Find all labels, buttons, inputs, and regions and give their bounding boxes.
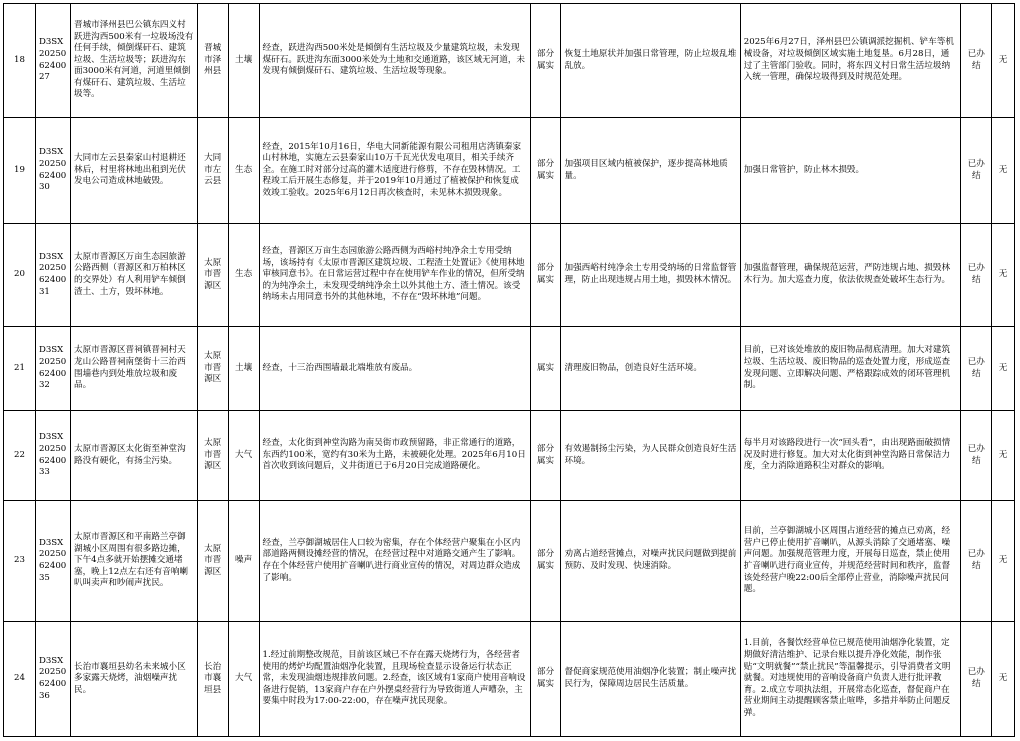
accountability: 无 xyxy=(992,4,1015,118)
district: 太原市晋源区 xyxy=(197,411,228,501)
accountability: 无 xyxy=(992,327,1015,411)
district: 太原市晋源区 xyxy=(197,224,228,327)
investigation-findings: 经查，2015年10月16日，华电大同新能源有限公司租用店湾镇秦家山村林地，实施左云县秦家山10万千瓦光伏发电项目，相关手续齐全。在施工时对部分过高的灌木适度进行修剪，不存在毁林情况。工程竣工后开展生态修复，并于2019年10月通过了植被保护和恢复成效竣工验收。2025年6月12日再次核查时，未见林木损毁现象。 xyxy=(259,118,530,224)
table-row xyxy=(4,224,1015,327)
case-status: 已办结 xyxy=(961,501,992,622)
district: 长治市襄垣县 xyxy=(197,622,228,737)
complaint-text: 长治市襄垣县幼名未来城小区多家露天烧烤，油烟噪声扰民。 xyxy=(70,622,197,737)
complaint-text: 大同市左云县秦家山村退耕还林后，村里将林地出租到光伏发电公司造成林地破毁。 xyxy=(70,118,197,224)
complaint-text: 太原市晋源区万亩生态园旅游公路西侧（晋源区和万柏林区的交界处）有人利用铲车倾倒渣土、土方，毁坏林地。 xyxy=(70,224,197,327)
pollution-type: 大气 xyxy=(228,411,259,501)
rectification-status-text: 2025年6月27日，泽州县巴公镇调派挖掘机、铲车等机械设备，对垃圾倾倒区域实施土地复垦。6月28日，通过了主管部门验收。同时，将东四义村日常生活垃圾纳入统一管理，确保垃圾得到及时规范处理。 xyxy=(740,4,961,118)
rectification-requirement: 清理废旧物品，创造良好生活环境。 xyxy=(561,327,740,411)
row-number: 24 xyxy=(4,622,36,737)
case-status: 已办结 xyxy=(961,118,992,224)
complaint-text: 太原市晋源区晋祠镇晋祠村天龙山公路晋祠南堡街十三治西围墙巷内到处堆放垃圾和废品。 xyxy=(70,327,197,411)
investigation-findings: 经查，太化街到神堂沟路为南吴街市政预留路，非正常通行的道路，东西约100米，宽约有30米为土路，未被硬化处理。2025年6月10日首次收到该问题后，义井街道已于6月20日完成道路硬化。 xyxy=(259,411,530,501)
rectification-status-text: 1.目前，各餐饮经营单位已规范使用油烟净化装置，定期做好清洁维护、记录台账以提升净化效能，制作张贴“文明就餐”“禁止扰民”等温馨提示，引导消费者文明就餐。对违规使用的音响设备商户负责人进行批评教育。2.成立专项执法组，开展常态化巡查，督促商户在营业期间主动提醒顾客禁止喧哗，多措并举防止问题反弹。 xyxy=(740,622,961,737)
case-status: 已办结 xyxy=(961,622,992,737)
row-number: 23 xyxy=(4,501,36,622)
case-status: 已办结 xyxy=(961,411,992,501)
investigation-findings: 1.经过前期整改规范，目前该区域已不存在露天烧烤行为，各经营者使用的烤炉均配置油烟净化装置，且现场检查显示设备运行状态正常，未发现油烟违规排放问题。2.经查，该区域有1家商户使用音响设备进行促销，13家商户存在户外摆桌经营行为导致街道人声嘈杂，主要集中时段为17:00-22:00，存在噪声扰民现象。 xyxy=(259,622,530,737)
row-number: 21 xyxy=(4,327,36,411)
case-status: 已办结 xyxy=(961,327,992,411)
accountability: 无 xyxy=(992,118,1015,224)
table-row xyxy=(4,411,1015,501)
rectification-status-text: 每半月对该路段进行一次“回头看”，由出现路面破损情况及时进行修复。加大对太化街到神堂沟路日常保洁力度，全力消除道路积尘对群众的影响。 xyxy=(740,411,961,501)
district: 晋城市泽州县 xyxy=(197,4,228,118)
rectification-requirement: 恢复土地原状并加强日常管理，防止垃圾乱堆乱放。 xyxy=(561,4,740,118)
rectification-requirement: 加强西峪村纯净余土专用受纳场的日常监督管理，防止出现违规占用土地，损毁林木情况。 xyxy=(561,224,740,327)
complaint-text: 晋城市泽州县巴公镇东四义村跃进沟西500米有一垃圾场没有任何手续，倾倒煤矸石、建筑垃圾、生活垃圾等；跃进沟东面3000米有河道，河道里倾倒有煤矸石、建筑垃圾、生活垃圾等。 xyxy=(70,4,197,118)
case-code: D3SX2025062400 35 xyxy=(35,501,70,622)
row-number: 18 xyxy=(4,4,36,118)
verdict: 部分属实 xyxy=(530,501,561,622)
rectification-status-text: 加强监督管理，确保规范运营，严防违规占地、损毁林木行为。加大巡查力度，依法依规查处破坏生态行为。 xyxy=(740,224,961,327)
district: 大同市左云县 xyxy=(197,118,228,224)
district: 太原市晋源区 xyxy=(197,327,228,411)
verdict: 部分属实 xyxy=(530,622,561,737)
complaint-text: 太原市晋源区和平南路兰亭御湖城小区周围有很多路边摊，下午4点多就开始摆摊交通堵塞，晚上12点左右还有音响喇叭叫卖声和吵闹声扰民。 xyxy=(70,501,197,622)
case-code: D3SX2025062400 30 xyxy=(35,118,70,224)
case-code: D3SX2025062400 27 xyxy=(35,4,70,118)
accountability: 无 xyxy=(992,411,1015,501)
table-row xyxy=(4,501,1015,622)
rectification-requirement: 加强项目区域内植被保护，逐步提高林地质量。 xyxy=(561,118,740,224)
pollution-type: 大气 xyxy=(228,622,259,737)
rectification-requirement: 劝离占道经营摊点，对噪声扰民问题做到提前预防、及时发现、快速消除。 xyxy=(561,501,740,622)
verdict: 部分属实 xyxy=(530,4,561,118)
case-code: D3SX2025062400 33 xyxy=(35,411,70,501)
pollution-type: 噪声 xyxy=(228,501,259,622)
row-number: 20 xyxy=(4,224,36,327)
rectification-status-text: 目前，兰亭御湖城小区周围占道经营的摊点已劝离，经营户已停止使用扩音喇叭，从源头消除了交通堵塞、噪声问题。加强规范管理力度，开展每日巡查，禁止使用扩音喇叭进行商业宣传，并规范经营时间和秩序，监督该处经营户晚22:00后全部停止营业，消除噪声扰民问题。 xyxy=(740,501,961,622)
investigation-findings: 经查，跃进沟西500米处是倾倒有生活垃圾及少量建筑垃圾，未发现煤矸石。跃进沟东面3000米处为土地和交通道路，该区域无河道，未发现有倾倒煤矸石、建筑垃圾、生活垃圾等现象。 xyxy=(259,4,530,118)
verdict: 部分属实 xyxy=(530,224,561,327)
pollution-type: 生态 xyxy=(228,224,259,327)
investigation-findings: 经查，十三治西围墙最北端堆放有废品。 xyxy=(259,327,530,411)
verdict: 属实 xyxy=(530,327,561,411)
accountability: 无 xyxy=(992,622,1015,737)
complaint-text: 太原市晋源区太化街至神堂沟路没有硬化，有扬尘污染。 xyxy=(70,411,197,501)
rectification-requirement: 有效遏制扬尘污染，为人民群众创造良好生活环境。 xyxy=(561,411,740,501)
investigation-findings: 经查，兰亭御湖城居住人口较为密集，存在个体经营户聚集在小区内部道路两侧设摊经营的情况，在经营过程中对道路交通产生了影响。存在个体经营户使用扩音喇叭进行商业宣传的情况，对周边群众造成了影响。 xyxy=(259,501,530,622)
investigation-findings: 经查，晋源区万亩生态园旅游公路西侧为西峪村纯净余土专用受纳场，该场持有《太原市晋源区建筑垃圾、工程渣土处置证》《使用林地审核同意书》。在日常运营过程中存在使用铲车作业的情况，但所受纳的为纯净余土，未发现受纳纯净余土以外其他土方、渣土情况。该受纳场未占用同意书外的其他林地，不存在“毁坏林地”问题。 xyxy=(259,224,530,327)
rectification-status-text: 目前，已对该处堆放的废旧物品彻底清理。加大对建筑垃圾、生活垃圾、废旧物品的巡查处置力度，形成巡查发现问题、立即解决问题、严格跟踪成效的闭环管理机制。 xyxy=(740,327,961,411)
rectification-requirement: 督促商家规范使用油烟净化装置；制止噪声扰民行为，保障周边居民生活质量。 xyxy=(561,622,740,737)
table-row xyxy=(4,327,1015,411)
row-number: 19 xyxy=(4,118,36,224)
case-code: D3SX2025062400 32 xyxy=(35,327,70,411)
table-row xyxy=(4,622,1015,737)
accountability: 无 xyxy=(992,501,1015,622)
case-status: 已办结 xyxy=(961,4,992,118)
case-status: 已办结 xyxy=(961,224,992,327)
pollution-type: 土壤 xyxy=(228,4,259,118)
rectification-status-text: 加强日常管护，防止林木损毁。 xyxy=(740,118,961,224)
verdict: 部分属实 xyxy=(530,411,561,501)
table-row xyxy=(4,4,1015,118)
verdict: 部分属实 xyxy=(530,118,561,224)
pollution-type: 生态 xyxy=(228,118,259,224)
case-code: D3SX2025062400 36 xyxy=(35,622,70,737)
district: 太原市晋源区 xyxy=(197,501,228,622)
pollution-type: 土壤 xyxy=(228,327,259,411)
accountability: 无 xyxy=(992,224,1015,327)
row-number: 22 xyxy=(4,411,36,501)
table-row xyxy=(4,118,1015,224)
case-code: D3SX2025062400 31 xyxy=(35,224,70,327)
complaint-table xyxy=(3,3,1015,737)
